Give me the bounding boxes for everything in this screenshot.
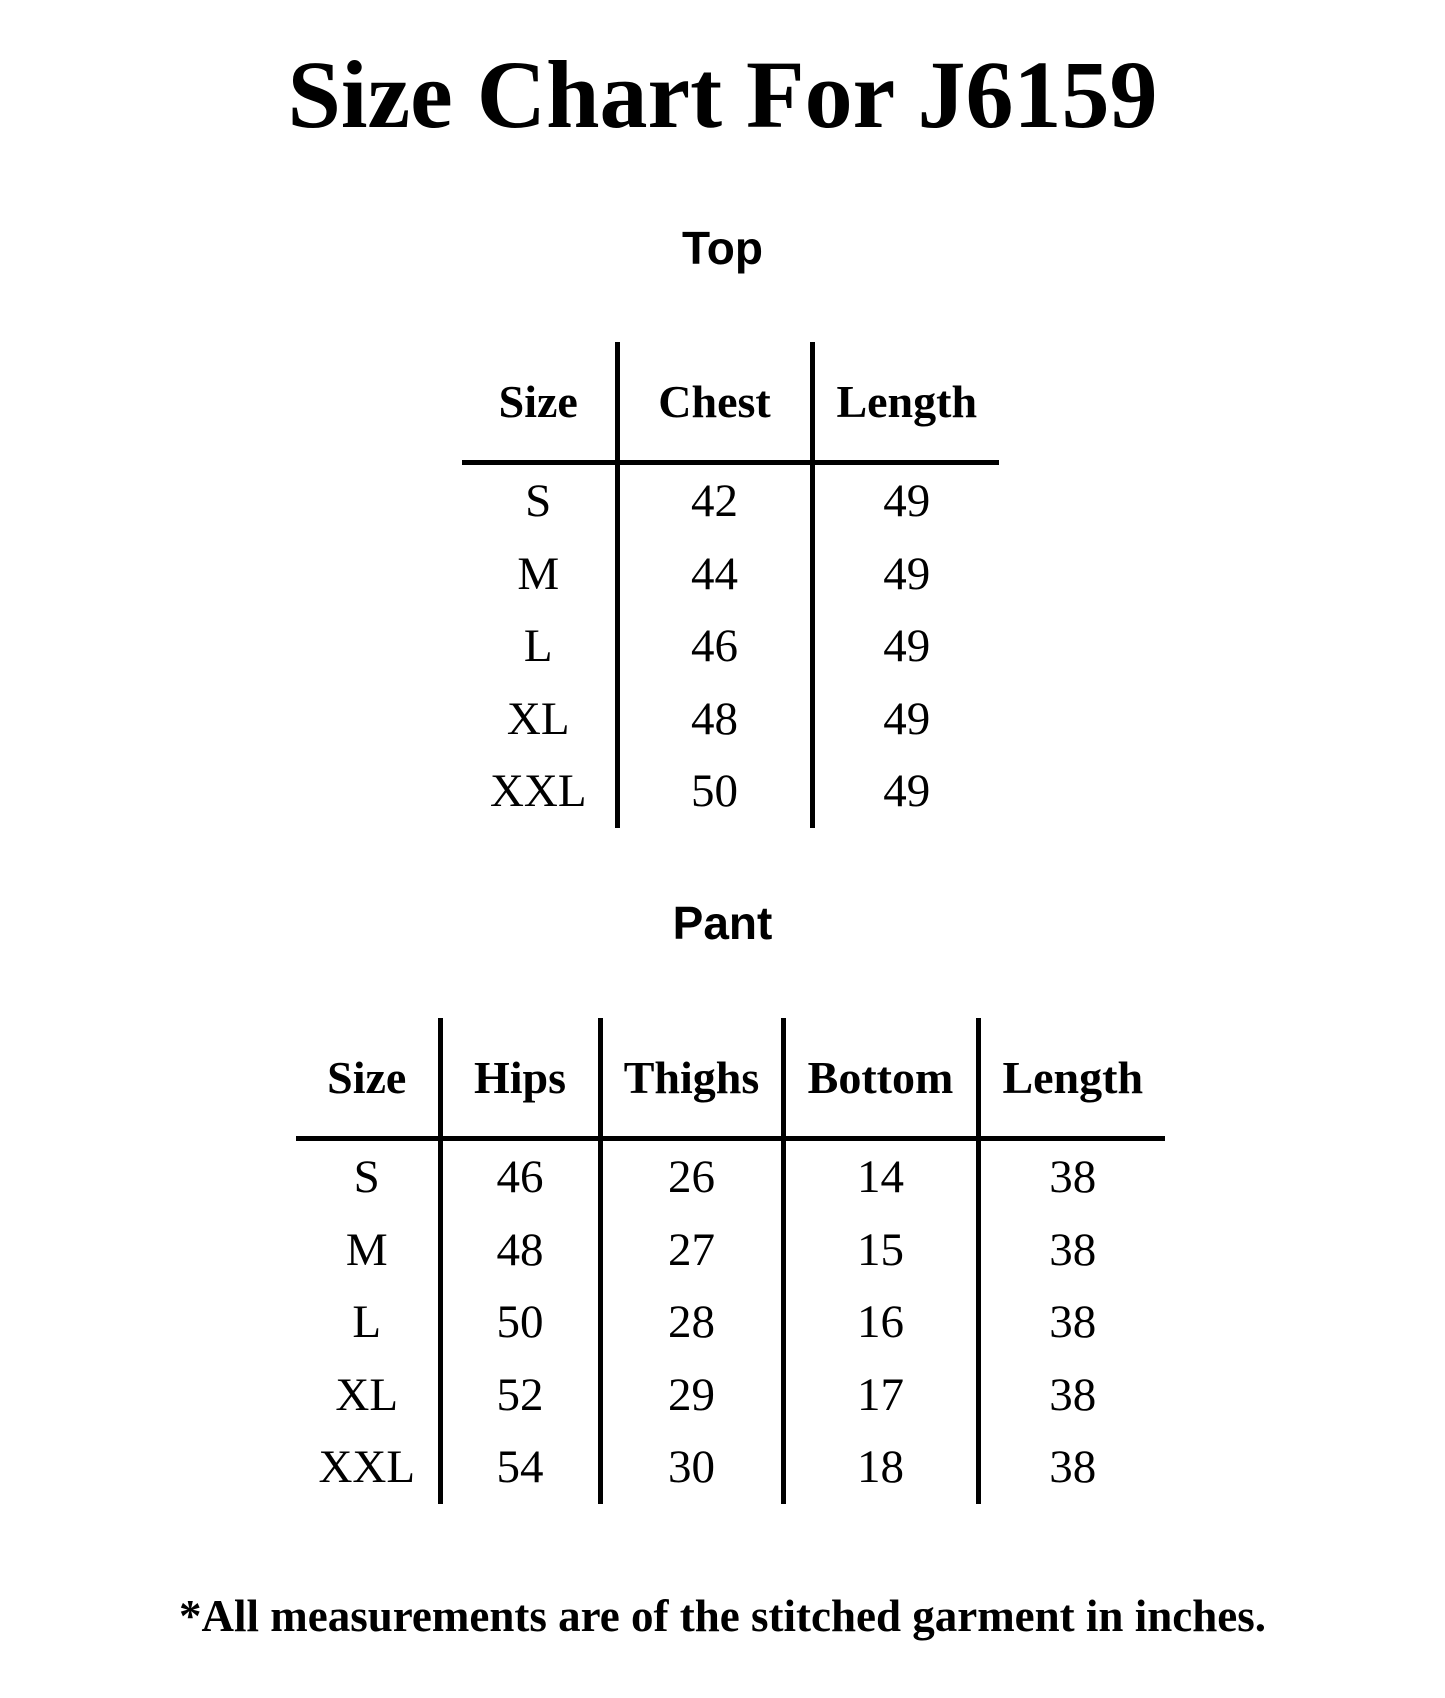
cell-size: M [517,547,560,600]
cell-hips: 54 [440,1431,600,1504]
column-header-chest: Chest [617,342,812,463]
cell-bottom: 17 [783,1359,978,1432]
cell-thighs: 26 [600,1139,783,1214]
cell-bottom: 16 [783,1286,978,1359]
cell-size: XL [506,692,570,745]
cell-chest: 46 [617,610,812,683]
cell-thighs: 29 [600,1359,783,1432]
cell-length: 49 [812,463,999,538]
cell-length: 49 [812,755,999,828]
column-header-bottom: Bottom [783,1018,978,1139]
cell-length: 49 [812,683,999,756]
cell-thighs: 30 [600,1431,783,1504]
cell-length: 38 [978,1139,1165,1214]
cell-size: S [353,1151,380,1204]
cell-size: XL [335,1368,399,1421]
table-row [462,538,999,611]
cell-bottom: 18 [783,1431,978,1504]
table-header-row [296,1018,1165,1139]
cell-hips: 46 [440,1139,600,1214]
cell-size: L [352,1296,382,1349]
cell-size: XXL [489,765,587,818]
page-title: Size Chart For J6159 [287,41,1158,148]
cell-hips: 48 [440,1214,600,1287]
pant-size-table [296,1018,1165,1504]
column-header-length: Length [978,1018,1165,1139]
cell-length: 38 [978,1286,1165,1359]
cell-thighs: 28 [600,1286,783,1359]
cell-size: XXL [318,1441,416,1494]
pant-section-title: Pant [672,897,773,949]
column-header-size: Size [462,342,617,463]
column-header-hips: Hips [440,1018,600,1139]
cell-chest: 44 [617,538,812,611]
top-section-title: Top [682,222,763,274]
cell-length: 49 [812,610,999,683]
cell-chest: 42 [617,463,812,538]
table-row [296,1214,1165,1287]
column-header-size: Size [296,1018,440,1139]
table-header-row [462,342,999,463]
cell-chest: 48 [617,683,812,756]
column-header-length: Length [812,342,999,463]
table-row [462,755,999,828]
table-row [296,1286,1165,1359]
cell-length: 38 [978,1431,1165,1504]
cell-chest: 50 [617,755,812,828]
cell-size: S [525,475,552,528]
cell-hips: 50 [440,1286,600,1359]
cell-size: M [345,1223,388,1276]
cell-length: 38 [978,1214,1165,1287]
table-row [462,463,999,538]
cell-length: 38 [978,1359,1165,1432]
table-row [296,1431,1165,1504]
table-row [462,610,999,683]
cell-bottom: 14 [783,1139,978,1214]
table-row [462,683,999,756]
table-row [296,1359,1165,1432]
column-header-thighs: Thighs [600,1018,783,1139]
cell-hips: 52 [440,1359,600,1432]
table-row [296,1139,1165,1214]
cell-thighs: 27 [600,1214,783,1287]
cell-length: 49 [812,538,999,611]
cell-bottom: 15 [783,1214,978,1287]
top-size-table [462,342,999,828]
measurement-footnote: *All measurements are of the stitched garment in inches. [179,1591,1266,1641]
cell-size: L [523,620,553,673]
